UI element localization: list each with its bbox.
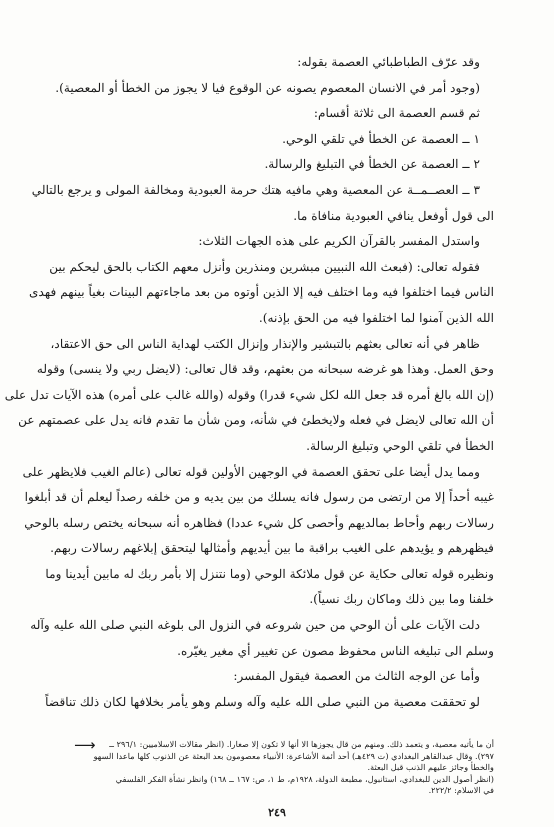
text-line: دلت الآيات على أن الوحي من حين شروعه في النزول الى بلوغه النبي صلى الله عليه وآله	[30, 618, 480, 633]
text-line: ثم قسم العصمة الى ثلاثة أقسام:	[313, 106, 480, 121]
footnote-line: في الاسلام: ٢٢٢/٢.	[428, 785, 494, 796]
text-line: وحق العمل. وهذا هو غرضه سبحانه من بعثهم، وقد قال تعالى: (لايضل ربي ولا ينسى) وقوله	[36, 362, 494, 377]
main-text	[4, 50, 494, 715]
page-number: ٢٤٩	[268, 806, 286, 819]
text-line: (وجود أمر في الانسان المعصوم يصونه عن الوقوع فيا لا يجوز من الخطأ أو المعصية).	[55, 80, 480, 95]
footnote-line: أن ما يأتيه معصية، و يتعمد ذلك. ومنهم من قال يجوزها الا أنها لا تكون إلا صغارا. (انظر مقالات الاسلاميين: ٢٩٦/١ ــ	[109, 739, 494, 750]
footnote-line: (انظر أصول الدين للبغدادي، استانبول، مطبعة الدولة، ١٩٢٨م، ط ١، ص: ١٦٧ ــ ١٦٨) وانظر نشأة الفكر الفلسفي	[115, 773, 494, 784]
text-line: وقد عرّف الطباطبائي العصمة بقوله:	[297, 55, 480, 69]
text-line: لو تحققت معصية من النبي صلى الله عليه وآله وسلم وهو يأمر بخلافها لكان ذلك تناقضاً	[45, 694, 480, 709]
text-line: ونظيره قوله تعالى حكاية عن قول ملائكة الوحي (وما نتنزل إلا بأمر ربك له مابين أيدينا وما	[45, 566, 494, 581]
text-line: الخطأ في تلقي الوحي وتبليغ الرسالة.	[306, 438, 494, 453]
text-line: وسلم الى تبليغه الناس محفوظ مصون عن تغيير أي مغير يغيّره.	[177, 643, 494, 658]
text-line: ظاهر في أنه تعالى بعثهم بالتبشير والإنذار وإنزال الكتب لهداية الناس الى حق الاعتقاد،	[50, 336, 480, 351]
text-line: الناس فيما اختلفوا فيه وما اختلف فيه إلا الذين أوتوه من بعد ماجاءتهم البينات بغياً بينهم فهدى	[28, 285, 494, 300]
text-line: فقوله تعالى: (فبعث الله النبيين مبشرين ومنذرين وأنزل معهم الكتاب بالحق ليحكم بين	[49, 259, 480, 274]
text-line: ٣ ــ العصــمــة عن المعصية وهي مافيه هتك حرمة العبودية ومخالفة المولى و يرجع بالتالي	[31, 182, 480, 197]
footnotes	[62, 736, 494, 797]
text-line: واستدل المفسر بالقرآن الكريم على هذه الجهات الثلاث:	[198, 234, 480, 249]
text-line: ٢ ــ العصمة عن الخطأ في التبليغ والرسالة.	[264, 157, 480, 172]
text-line: فيظهرهم و يؤيدهم على الغيب براقبة ما بين أيديهم وأمثالها ليتحقق إبلاغهم رسالات ربهم.	[50, 541, 494, 556]
text-line: (إن الله بالغ أمره قد جعل الله لكل شيء قدرا) وقوله (والله غالب على أمره) هذه الآيات تدل على	[4, 387, 494, 402]
footnote-line: ٢٩٧). وقال عبدالقاهر البغدادي (ت ٤٢٩هـ) أحد أئمة الأشاعرة: الأنبياء معصومون بعد البعثة عن الذنوب كلها ماعدا السهو	[93, 750, 494, 761]
footnote-line: والخطأ وجائز عليهم الذنب قبل البعثة.	[367, 762, 494, 773]
text-line: رسالات ربهم وأحاط بمالديهم وأحصى كل شيء عددا) فظاهره أنه سبحانه يختص رسله بالوحي	[24, 515, 494, 530]
text-line: الله الذين آمنوا لما اختلفوا فيه من الحق بإذنه).	[258, 310, 494, 325]
text-line: وأما عن الوجه الثالث من العصمة فيقول المفسر:	[233, 669, 480, 684]
continuation-arrow-icon: ⟶	[74, 736, 96, 754]
text-line: الى قول أوفعل ينافي العبودية منافاة ما.	[293, 208, 494, 223]
text-line: ومما يدل أيضا على تحقق العصمة في الوجهين الأولين قوله تعالى (عالم الغيب فلايظهر على	[22, 464, 480, 479]
text-line: أن الله تعالى لايضل في فعله ولايخطئ في شأنه، ومن شأن ما تقدم فانه يدل على عصمتهم عن	[18, 413, 494, 428]
text-line: غيبه أحداً إلا من ارتضى من رسول فانه يسلك من بين يديه و من خلفه رصداً ليعلم أن قد أبلغوا	[24, 490, 494, 505]
text-line: ١ ــ العصمة عن الخطأ في تلقي الوحي.	[282, 131, 480, 146]
text-line: خلفنا وما بين ذلك وماكان ربك نسياً).	[309, 592, 494, 607]
